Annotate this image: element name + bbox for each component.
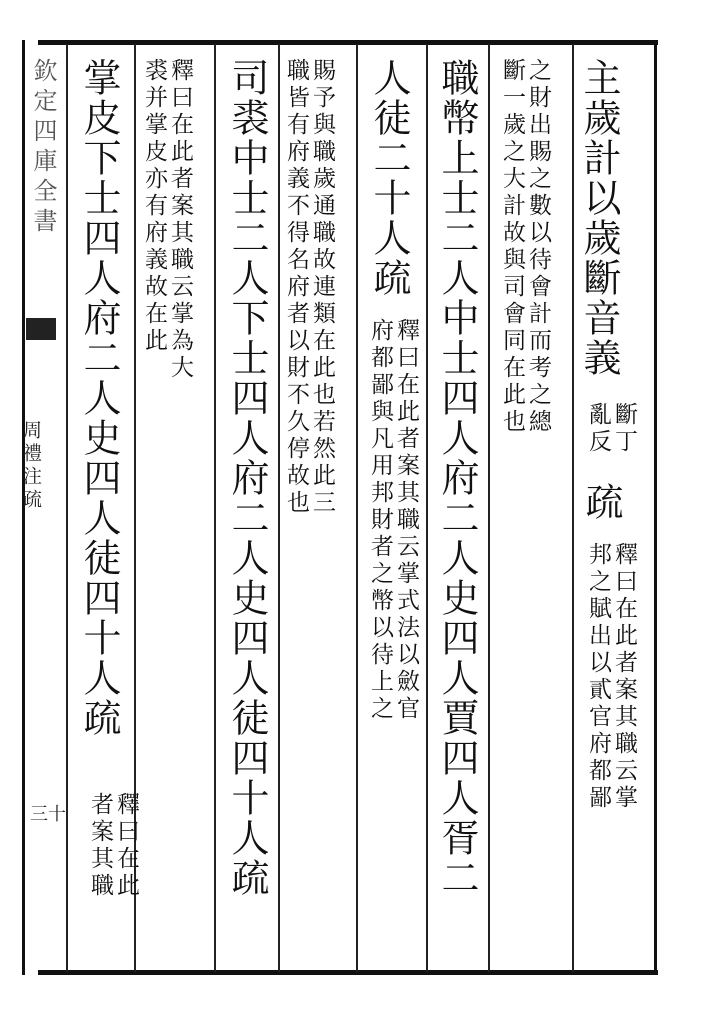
commentary-column: 邦之賦出以貳官府都鄙: [585, 542, 611, 812]
commentary-column: 府都鄙與凡用邦財者之幣以待上之: [367, 318, 393, 723]
main-text-column: 人徒二十人疏: [367, 58, 411, 298]
page-border-bottom: [38, 970, 658, 975]
fishtail-mark: [26, 318, 56, 340]
main-text-column: 職幣上士二人中士四人府二人史四人賈四人胥二: [435, 58, 479, 898]
column-rule: [66, 44, 68, 972]
commentary-column: 者案其職: [87, 792, 113, 900]
commentary-column: 釋曰在此者案其職云掌為大: [167, 58, 193, 382]
main-text-column: 掌皮下士四人府二人史四人徒四十人疏: [77, 58, 121, 738]
commentary-column: 釋曰在此者案其職云掌: [611, 542, 637, 812]
page-number: 三十: [30, 804, 66, 825]
commentary-column: 斷一歲之大計故與司會同在此也: [499, 58, 525, 436]
commentary-column: 裘并掌皮亦有府義故在此: [141, 58, 167, 355]
main-text-column: 司裘中士二人下士四人府二人史四人徒四十人疏: [225, 58, 269, 898]
side-title: 周禮注疏: [20, 420, 42, 512]
commentary-column: 斷丁: [611, 402, 637, 456]
column-rule: [214, 44, 216, 972]
main-text-column: 疏: [579, 482, 623, 522]
column-rule: [426, 44, 428, 972]
page-border-right: [654, 40, 657, 975]
commentary-column: 亂反: [585, 402, 611, 456]
commentary-column: 職皆有府義不得名府者以財不久停故也: [283, 58, 309, 517]
main-text-column: 主歲計以歲斷音義: [577, 58, 621, 378]
commentary-column: 之財出賜之數以待會計而考之總: [525, 58, 551, 436]
commentary-column: 釋曰在此者案其職云掌式法以斂官: [393, 318, 419, 723]
column-rule: [356, 44, 358, 972]
column-rule: [488, 44, 490, 972]
column-rule: [278, 44, 280, 972]
page-border-top: [38, 40, 658, 45]
commentary-column: 賜予與職歲通職故連類在此也若然此三: [309, 58, 335, 517]
margin-book-title: 欽定四庫全書: [29, 58, 57, 238]
commentary-column: 釋曰在此: [113, 792, 139, 900]
column-rule: [572, 44, 574, 972]
